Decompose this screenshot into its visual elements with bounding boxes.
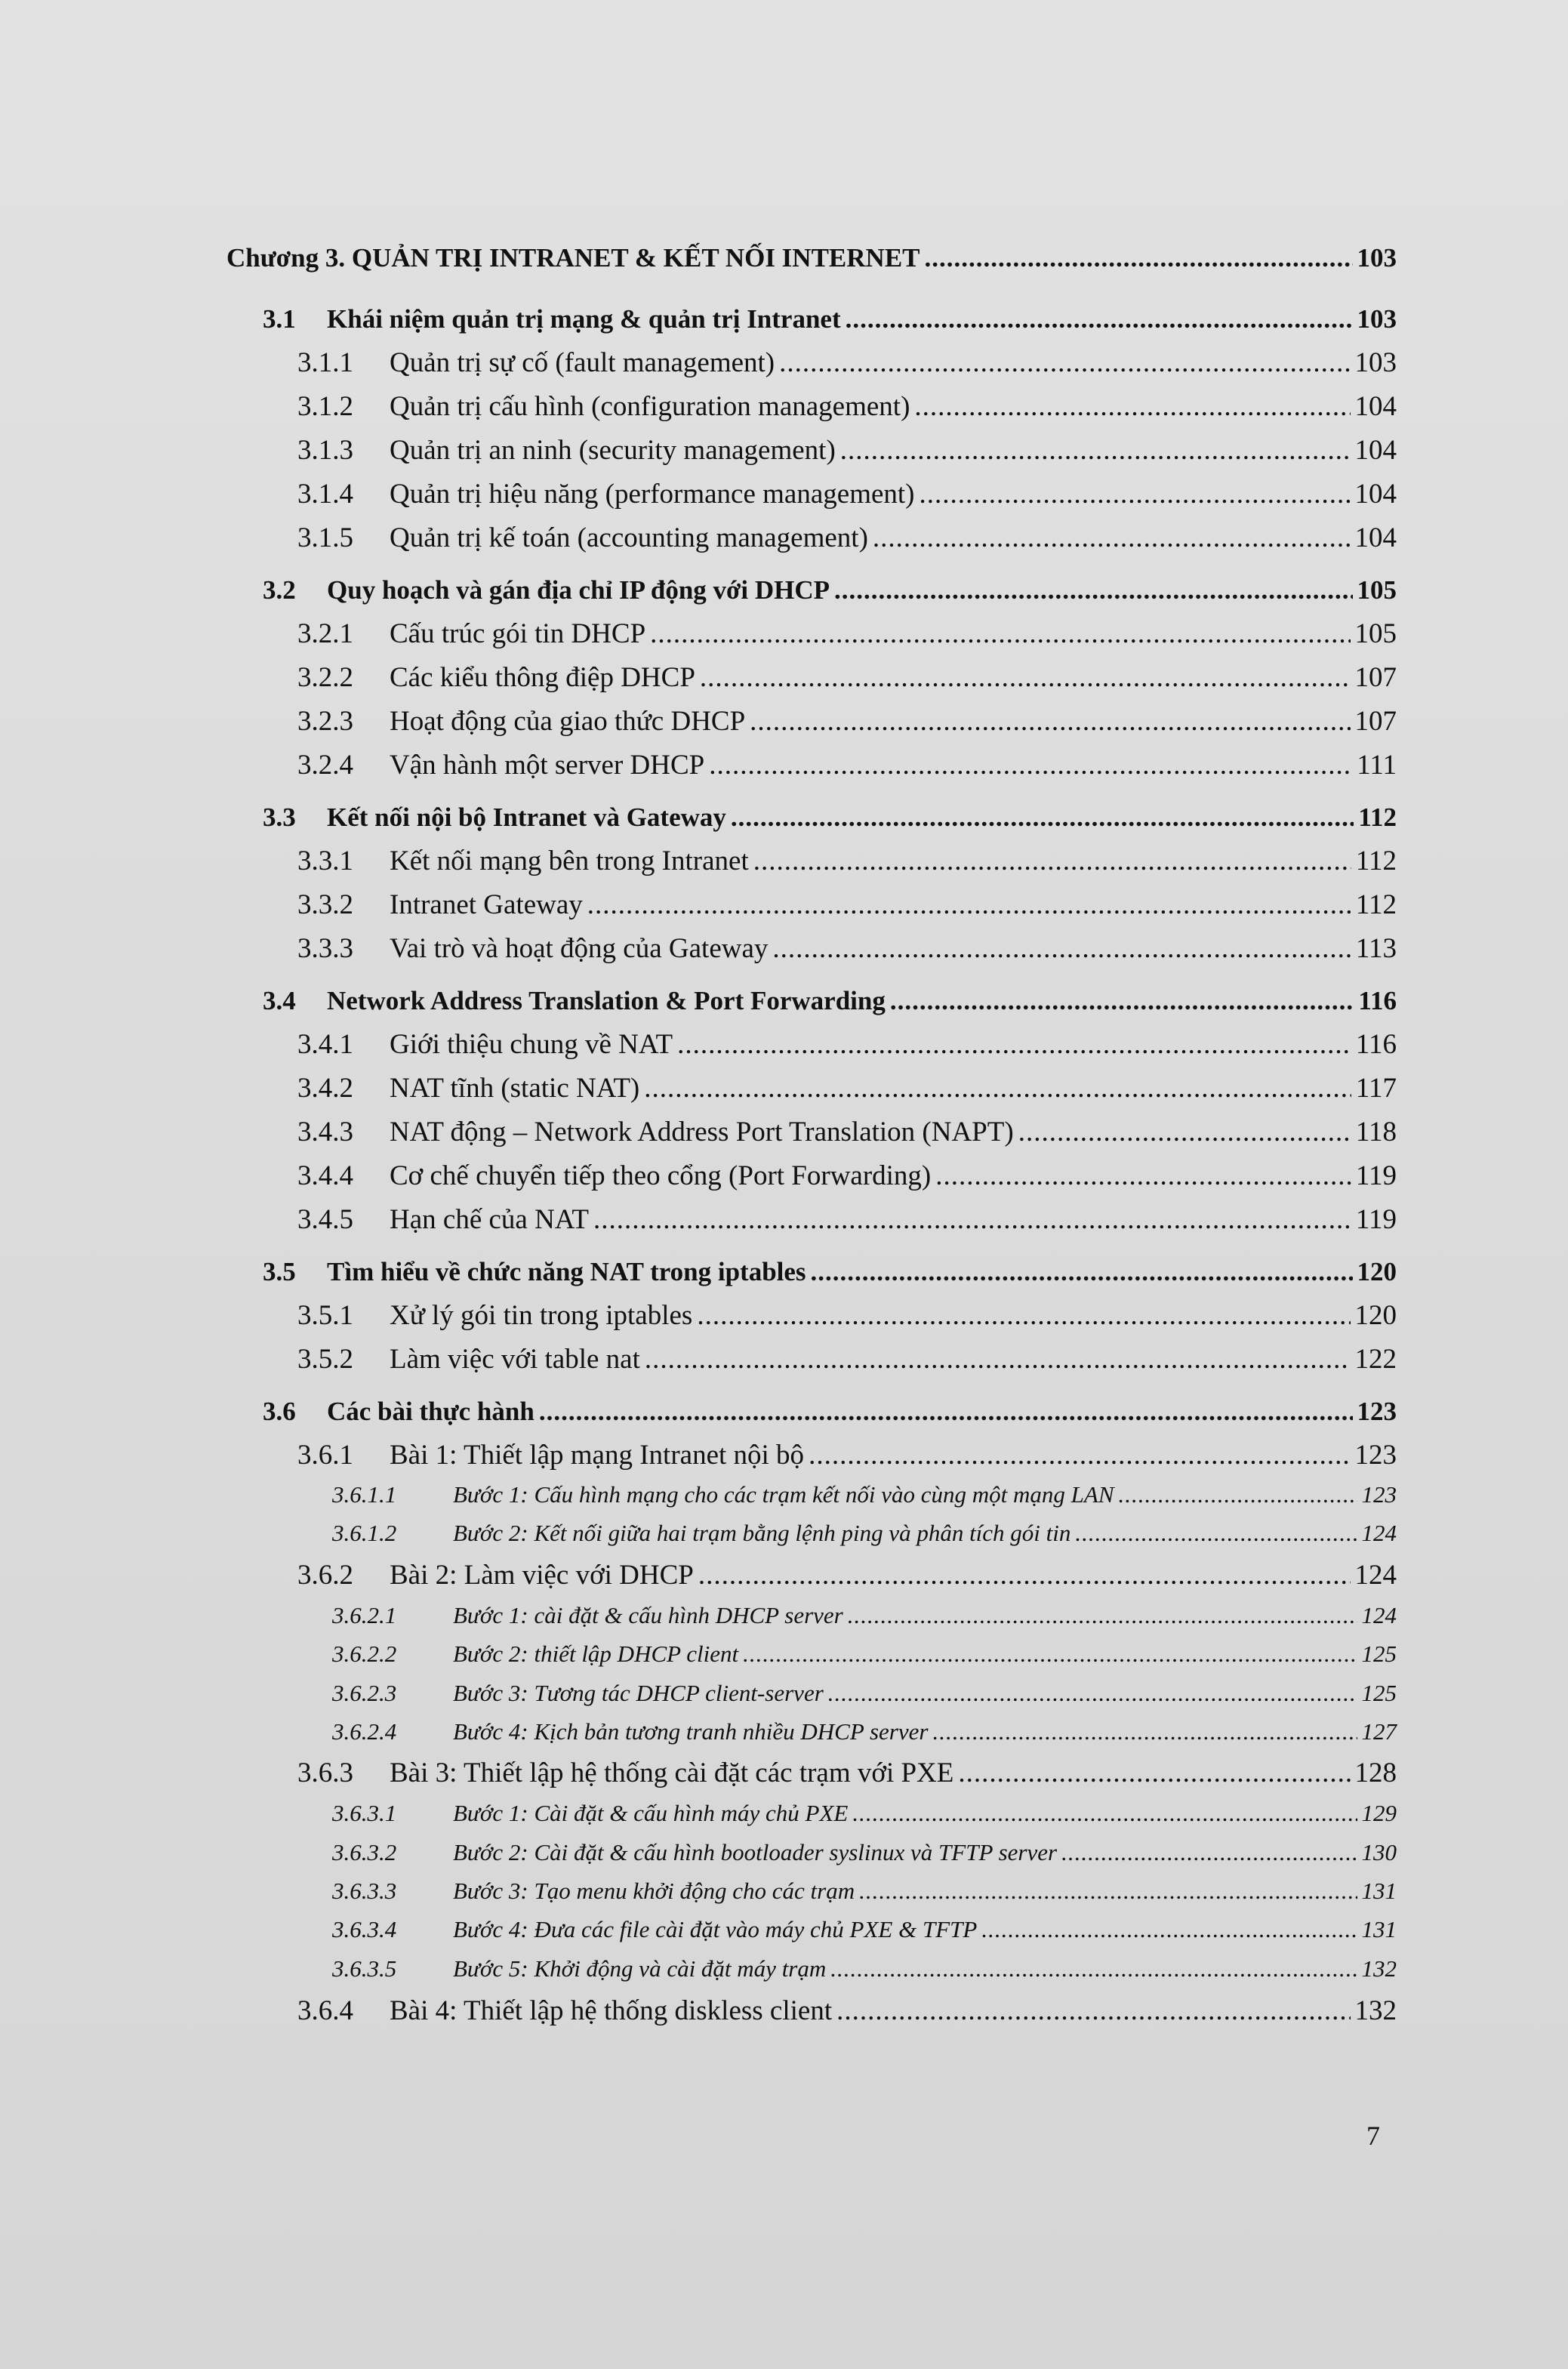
toc-title: Quản trị cấu hình (configuration management) (390, 391, 910, 422)
toc-title: Bước 2: thiết lập DHCP client (453, 1640, 739, 1667)
toc-subsection (297, 1203, 1397, 1236)
toc-page: 103 (1357, 304, 1397, 334)
toc-page: 104 (1354, 522, 1397, 553)
toc-number: 3.6 (263, 1397, 296, 1426)
toc-title: Intranet Gateway (390, 889, 583, 920)
toc-subsection (297, 661, 1397, 694)
toc-number: 3.1.4 (297, 479, 353, 510)
toc-step (332, 1878, 1397, 1905)
toc-page: 119 (1355, 1204, 1397, 1235)
toc-number: 3.4.2 (297, 1073, 353, 1104)
toc-page: 128 (1354, 1757, 1397, 1788)
toc-page: 112 (1358, 803, 1397, 832)
toc-title: Bước 4: Đưa các file cài đặt vào máy chủ PXE & TFTP (453, 1916, 978, 1942)
toc-title: Giới thiệu chung về NAT (390, 1029, 673, 1060)
toc-step (332, 1680, 1397, 1707)
toc-number: 3.6.4 (297, 1995, 353, 2026)
toc-number: 3.5 (263, 1257, 296, 1286)
toc-title: Vai trò và hoạt động của Gateway (390, 933, 769, 964)
toc-page: 107 (1354, 706, 1397, 737)
toc-subsection (297, 618, 1397, 650)
toc-title: Vận hành một server DHCP (390, 750, 705, 781)
toc-number: 3.6.1 (297, 1440, 353, 1471)
toc-page: 116 (1355, 1029, 1397, 1060)
toc-subsection (297, 1995, 1397, 2027)
toc-page: 116 (1358, 986, 1397, 1015)
toc-number: 3.4.4 (297, 1160, 353, 1191)
toc-subsection (297, 390, 1397, 423)
toc-title: Các bài thực hành (327, 1397, 534, 1426)
toc-number: 3.6.2 (297, 1560, 353, 1591)
toc-title: Tìm hiểu về chức năng NAT trong iptables (327, 1257, 806, 1286)
toc-section (263, 1257, 1397, 1287)
toc-section (263, 575, 1397, 605)
toc-title: Bài 2: Làm việc với DHCP (390, 1560, 694, 1591)
toc-title: Hoạt động của giao thức DHCP (390, 706, 746, 737)
toc-subsection (297, 749, 1397, 781)
toc-number: 3.5.2 (297, 1344, 353, 1375)
toc-subsection (297, 705, 1397, 738)
toc-step (332, 1481, 1397, 1508)
toc-subsection (297, 1160, 1397, 1192)
toc-step (332, 1640, 1397, 1668)
toc-number: 3.6.2.4 (332, 1718, 397, 1745)
toc-page: 107 (1354, 662, 1397, 693)
toc-number: 3.6.3.1 (332, 1800, 397, 1826)
toc-title: Quản trị hiệu năng (performance management) (390, 479, 915, 510)
toc-title: Bài 1: Thiết lập mạng Intranet nội bộ (390, 1440, 805, 1471)
toc-section (263, 986, 1397, 1016)
toc-step (332, 1839, 1397, 1866)
toc-title: Bước 2: Cài đặt & cấu hình bootloader syslinux và TFTP server (453, 1839, 1058, 1865)
toc-page: 127 (1361, 1718, 1397, 1745)
toc-page: 103 (1354, 347, 1397, 378)
toc-title: Bước 1: cài đặt & cấu hình DHCP server (453, 1602, 843, 1628)
toc-step (332, 1916, 1397, 1943)
toc-step (332, 1955, 1397, 1982)
toc-number: 3.3.3 (297, 933, 353, 964)
toc-number: 3.3.1 (297, 846, 353, 876)
toc-subsection (297, 522, 1397, 554)
toc-section (263, 1397, 1397, 1427)
toc-number: 3.3 (263, 803, 296, 832)
toc-number: 3.6.3.3 (332, 1878, 397, 1904)
toc-number: 3.1.5 (297, 522, 353, 553)
toc-page: 118 (1355, 1117, 1397, 1148)
toc-title: Bước 1: Cấu hình mạng cho các trạm kết nối vào cùng một mạng LAN (453, 1481, 1114, 1508)
toc-number: 3.4 (263, 986, 296, 1015)
toc-title: Quy hoạch và gán địa chỉ IP động với DHCP (327, 575, 830, 605)
toc-page: 131 (1361, 1878, 1397, 1904)
toc-title: Kết nối nội bộ Intranet và Gateway (327, 803, 726, 832)
toc-title: Bước 5: Khởi động và cài đặt máy trạm (453, 1955, 827, 1982)
toc-page: 124 (1361, 1602, 1397, 1628)
toc-subsection (297, 845, 1397, 877)
toc-number: 3.4.3 (297, 1117, 353, 1148)
toc-number: 3.2.3 (297, 706, 353, 737)
toc-page: 129 (1361, 1800, 1397, 1826)
toc-title: Chương 3. QUẢN TRỊ INTRANET & KẾT NỐI INTERNET (226, 243, 920, 273)
toc-subsection (297, 434, 1397, 467)
toc-title: Bài 4: Thiết lập hệ thống diskless client (390, 1995, 833, 2026)
toc-number: 3.6.2.1 (332, 1602, 397, 1628)
toc-page: 123 (1357, 1397, 1397, 1426)
toc-title: Network Address Translation & Port Forwarding (327, 986, 886, 1015)
toc-number: 3.2 (263, 575, 296, 605)
toc-page: 112 (1355, 889, 1397, 920)
toc-title: Quản trị kế toán (accounting management) (390, 522, 868, 553)
toc-title: Bước 2: Kết nối giữa hai trạm bằng lệnh ping và phân tích gói tin (453, 1520, 1071, 1546)
toc-title: Bước 3: Tạo menu khởi động cho các trạm (453, 1878, 855, 1904)
toc-page: 104 (1354, 391, 1397, 422)
toc-page: 125 (1361, 1680, 1397, 1706)
toc-page: 120 (1354, 1300, 1397, 1331)
toc-number: 3.6.2.3 (332, 1680, 397, 1706)
toc-page: 104 (1354, 435, 1397, 466)
toc-title: Cấu trúc gói tin DHCP (390, 618, 646, 649)
toc-page: 122 (1354, 1344, 1397, 1375)
toc-page: 103 (1357, 243, 1397, 273)
toc-page: 130 (1361, 1839, 1397, 1865)
toc-title: Bước 3: Tương tác DHCP client-server (453, 1680, 824, 1706)
toc-page: 123 (1354, 1440, 1397, 1471)
toc-subsection (297, 1028, 1397, 1061)
toc-step (332, 1800, 1397, 1827)
toc-subsection (297, 347, 1397, 379)
toc-number: 3.6.2.2 (332, 1640, 397, 1667)
toc-subsection (297, 1072, 1397, 1104)
toc-title: Bước 1: Cài đặt & cấu hình máy chủ PXE (453, 1800, 849, 1826)
toc-title: Bài 3: Thiết lập hệ thống cài đặt các trạm với PXE (390, 1757, 954, 1788)
toc-title: Hạn chế của NAT (390, 1204, 590, 1235)
toc-number: 3.1.3 (297, 435, 353, 466)
toc-page: 117 (1355, 1073, 1397, 1104)
toc-title: NAT động – Network Address Port Translation (NAPT) (390, 1117, 1014, 1148)
toc-number: 3.2.2 (297, 662, 353, 693)
toc-step (332, 1718, 1397, 1745)
toc-subsection (297, 1299, 1397, 1332)
toc-page: 111 (1357, 750, 1397, 781)
page-number: 7 (1366, 2121, 1380, 2151)
toc-subsection (297, 1116, 1397, 1148)
toc-page: 125 (1361, 1640, 1397, 1667)
toc-subsection (297, 478, 1397, 510)
toc-number: 3.6.1.1 (332, 1481, 397, 1508)
toc-number: 3.3.2 (297, 889, 353, 920)
toc-title: Cơ chế chuyển tiếp theo cổng (Port Forwarding) (390, 1160, 932, 1191)
toc-number: 3.1 (263, 304, 296, 334)
toc-title: Kết nối mạng bên trong Intranet (390, 846, 749, 876)
toc-page: 105 (1354, 618, 1397, 649)
toc-number: 3.1.2 (297, 391, 353, 422)
toc-title: Làm việc với table nat (390, 1344, 640, 1375)
toc-page: 119 (1355, 1160, 1397, 1191)
toc-number: 3.6.3.5 (332, 1955, 397, 1982)
toc-page: 124 (1361, 1520, 1397, 1546)
toc-subsection (297, 932, 1397, 965)
toc-page: 123 (1361, 1481, 1397, 1508)
toc-number: 3.5.1 (297, 1300, 353, 1331)
toc-number: 3.2.4 (297, 750, 353, 781)
toc-page: 105 (1357, 575, 1397, 605)
toc-title: Quản trị an ninh (security management) (390, 435, 836, 466)
toc-page: 132 (1361, 1955, 1397, 1982)
toc-number: 3.6.3.4 (332, 1916, 397, 1942)
toc-title: Các kiểu thông điệp DHCP (390, 662, 695, 693)
toc-number: 3.4.5 (297, 1204, 353, 1235)
toc-page: 104 (1354, 479, 1397, 510)
toc-title: Xử lý gói tin trong iptables (390, 1300, 693, 1331)
toc-title: Khái niệm quản trị mạng & quản trị Intranet (327, 304, 841, 334)
toc-subsection (297, 1559, 1397, 1591)
toc-section (263, 803, 1397, 833)
toc-number: 3.1.1 (297, 347, 353, 378)
toc-title: NAT tĩnh (static NAT) (390, 1073, 640, 1104)
toc-page: 112 (1355, 846, 1397, 876)
toc-number: 3.6.1.2 (332, 1520, 397, 1546)
toc-subsection (297, 889, 1397, 921)
toc-page: 120 (1357, 1257, 1397, 1286)
toc-number: 3.2.1 (297, 618, 353, 649)
toc-title: Quản trị sự cố (fault management) (390, 347, 775, 378)
toc-step (332, 1520, 1397, 1547)
toc-subsection (297, 1439, 1397, 1471)
toc-step (332, 1602, 1397, 1629)
toc-page: 131 (1361, 1916, 1397, 1942)
toc-page: 113 (1355, 933, 1397, 964)
toc-number: 3.6.3 (297, 1757, 353, 1788)
toc-section (263, 304, 1397, 334)
toc-page: 124 (1354, 1560, 1397, 1591)
toc-subsection (297, 1757, 1397, 1789)
toc-chapter (226, 243, 1397, 273)
toc-title: Bước 4: Kịch bản tương tranh nhiều DHCP server (453, 1718, 929, 1745)
toc-number: 3.6.3.2 (332, 1839, 397, 1865)
toc-number: 3.4.1 (297, 1029, 353, 1060)
toc-page: 132 (1354, 1995, 1397, 2026)
toc-subsection (297, 1343, 1397, 1375)
